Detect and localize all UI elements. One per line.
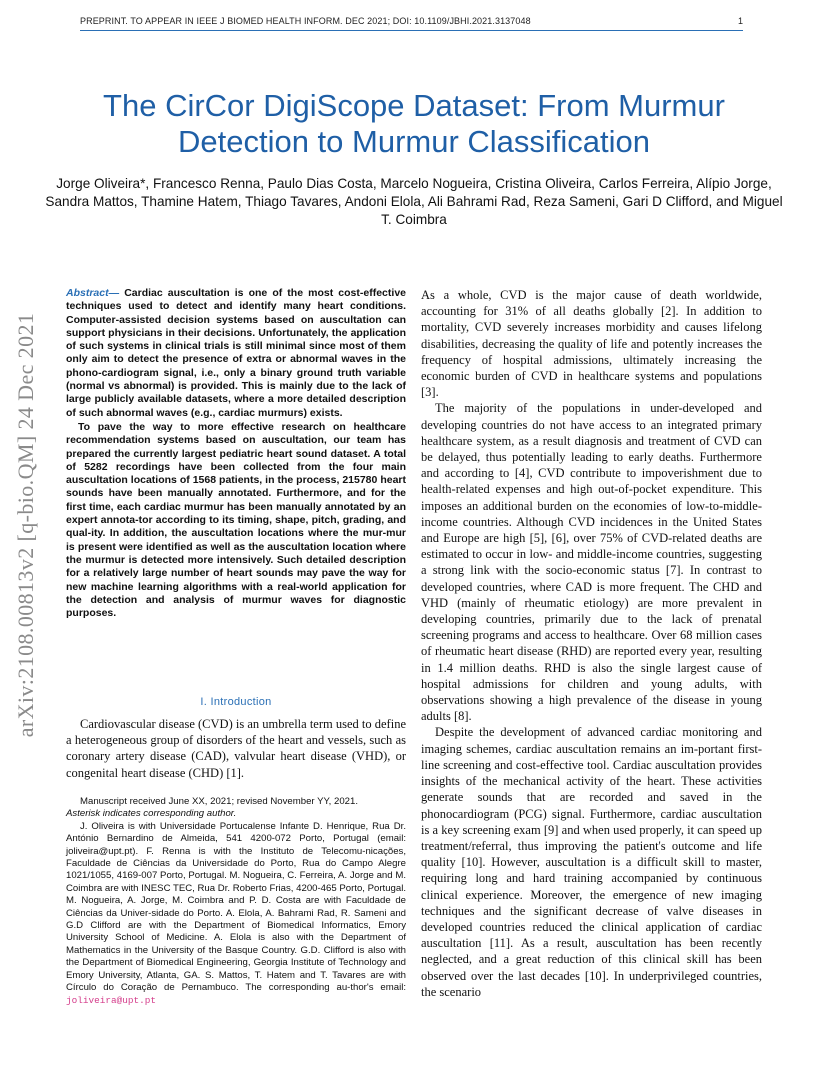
author-list: Jorge Oliveira*, Francesco Renna, Paulo Dias Costa, Marcelo Nogueira, Cristina Oliveira, Carlos Ferreira, Alípio Jorge, Sandra Mattos, Thamine Hatem, Thiago Tavares, Andoni Elola, Ali Bahrami Rad, Reza Sameni, Gari D Clifford, and Miguel T. Coimbra xyxy=(45,176,783,227)
arxiv-identifier: arXiv:2108.00813v2 [q-bio.QM] 24 Dec 2021 xyxy=(13,312,38,738)
footnote-received: Manuscript received June XX, 2021; revised November YY, 2021. xyxy=(80,796,359,807)
footnote-affiliations xyxy=(66,821,406,1007)
abstract-text-1: Cardiac auscultation is one of the most cost-effective techniques used to detect and identify many heart conditions. Computer-assisted decision systems based on auscultation can support physicians in their decisions. Unfortunately, the application of such systems in clinical trials is still minimal since most of them only aim to detect the presence of extra or abnormal waves in the phono-cardiogram signal, i.e., only a binary ground truth variable (normal vs abnormal) is provided. This is mainly due to the lack of large publicly available datasets, where a more detailed description of such abnormal waves (e.g., cardiac murmurs) exists. xyxy=(66,287,406,419)
footnote-asterisk: Asterisk indicates corresponding author. xyxy=(66,808,237,820)
body-paragraph-3: Despite the development of advanced cardiac monitoring and imaging schemes, cardiac auscultation remains an im-portant first-line screening and cost-effective tool. Cardiac auscultation provides insights of the mechanical activity of the heart. These activities generate sounds that are recorded and saved in the phonocardiogram (PCG) signal. Furthermore, cardiac auscultation is a key screening exam [9] and when used properly, it can speed up treatment/referral, thus improving the patient's outcome and life quality [10]. However, auscultation is a difficult skill to master, requiring long and hard training accompanied by continuous clinical experience. Moreover, the emergence of new imaging techniques and the significant decrease of valve diseases in developed countries reduced the clinical application of cardiac auscultation [11]. As a result, auscultation has been recently neglected, and a great reduction of this clinical skill has been observed over the last decades [10]. In underprivileged countries, the scenario xyxy=(421,725,762,999)
corresponding-email-link[interactable]: joliveira@upt.pt xyxy=(66,994,157,1006)
paper-title: The CirCor DigiScope Dataset: From Murmur Detection to Murmur Classification xyxy=(103,88,725,159)
intro-paragraph-1: Cardiovascular disease (CVD) is an umbrella term used to define a heterogeneous group of disorders of the heart and vessels, such as coronary artery disease (CAD), valvular heart disease (VHD), or congenital heart disease (CHD) [1]. xyxy=(66,717,406,780)
abstract-paragraph-1 xyxy=(66,287,406,420)
arxiv-sidebar xyxy=(8,265,44,785)
body-paragraph-2: The majority of the populations in under-developed and developing countries do not have access to an integrated primary healthcare system, as a result diagnosis and treatment of CVD can be delayed, thus potentially leading to early deaths. Furthermore and according to [4], CVD contribute to impoverishment due to health-related expenses and high out-of-pocket expenditure. This imposes an additional burden on the economies of low-to-middle-income countries. Although CVD incidences in the United States and Europe are high [5], [6], over 75% of CVD-related deaths are estimated to occur in low- and middle-income countries, suggesting a strong link with the socio-economic status [7]. In contrast to developed countries, where CAD is more frequent. The CHD and VHD (mainly of rheumatic etiology) are more prevalent in developing countries, primarily due to the lack of prenatal screening programs and access to healthcare. Over 68 million cases of rheumatic heart disease (RHD) are reported every year, resulting in 1.4 million deaths. RHD is also the single largest cause of hospital admissions for children and young adults, with observations showing a high prevalence of the disease in young adults [8]. xyxy=(421,401,762,724)
right-column xyxy=(421,287,762,1000)
running-header xyxy=(80,12,743,31)
footnote-affiliations-text: J. Oliveira is with Universidade Portucalense Infante D. Henrique, Rua Dr. António Bernardino de Almeida, 541 4200-072 Porto, Portugal (email: joliveira@upt.pt). F. Renna is with the Instituto de Telecomu-nicações, Faculdade de Ciências da Universidade do Porto, Rua do Campo Alegre 1021/1055, 4169-007 Porto, Portugal. M. Nogueira, C. Ferreira, A. Jorge and M. Coimbra are with INESC TEC, Rua Dr. Roberto Frias, 4200-465 Porto, Portugal. M. Nogueira, A. Jorge, M. Coimbra and P. D. Costa are with Faculdade de Ciências da Univer-sidade do Porto. A. Elola, A. Bahrami Rad, R. Sameni and G.D Clifford are with the Department of Biomedical Informatics, Emory University School of Medicine. A. Elola is also with the Department of Mathematics in the University of the Basque Country. G.D. Clifford is also with the Department of Biomedical Engineering, Georgia Institute of Technology and Emory University, Atlanta, GA. S. Mattos, T. Hatem and T. Tavares are with Círculo do Coração de Pernambuco. The corresponding au-thor's email: xyxy=(66,820,407,994)
running-head-text: PREPRINT. TO APPEAR IN IEEE J BIOMED HEALTH INFORM. DEC 2021; DOI: 10.1109/JBHI.2021.3137048 xyxy=(80,16,531,26)
body-paragraph-1: As a whole, CVD is the major cause of death worldwide, accounting for 31% of all deaths globally [2]. In addition to mortality, CVD severely increases morbidity and causes lifelong disabilities, decreasing the quality of life and potently increases the frequency of hospital admissions, ultimately increasing the economic burden of CVD in healthcare systems and populations [3]. xyxy=(421,288,762,400)
abstract-label: Abstract— xyxy=(66,287,120,299)
section-heading-introduction: I. Introduction xyxy=(200,696,272,708)
page-number: 1 xyxy=(737,16,743,26)
footnote-block xyxy=(66,796,406,1007)
left-column xyxy=(66,287,406,620)
abstract-paragraph-2: To pave the way to more effective research on healthcare recommendation systems based on auscultation, our team has prepared the currently largest pediatric heart sound dataset. A total of 5282 recordings have been collected from the four main auscultation locations of 1568 patients, in the process, 215780 heart sounds have been manually annotated. Furthermore, and for the first time, each cardiac murmur has been manually annotated by an expert annota-tor according to its timing, shape, pitch, grading, and qual-ity. In addition, the auscultation locations where the mur-mur is present were identified as well as the auscultation location where the murmur is detected more intensively. Such detailed description for a relatively large number of heart sounds may pave the way for new machine learning algorithms with a real-world application for the detection and analysis of murmur waves for diagnostic purposes. xyxy=(66,420,406,620)
